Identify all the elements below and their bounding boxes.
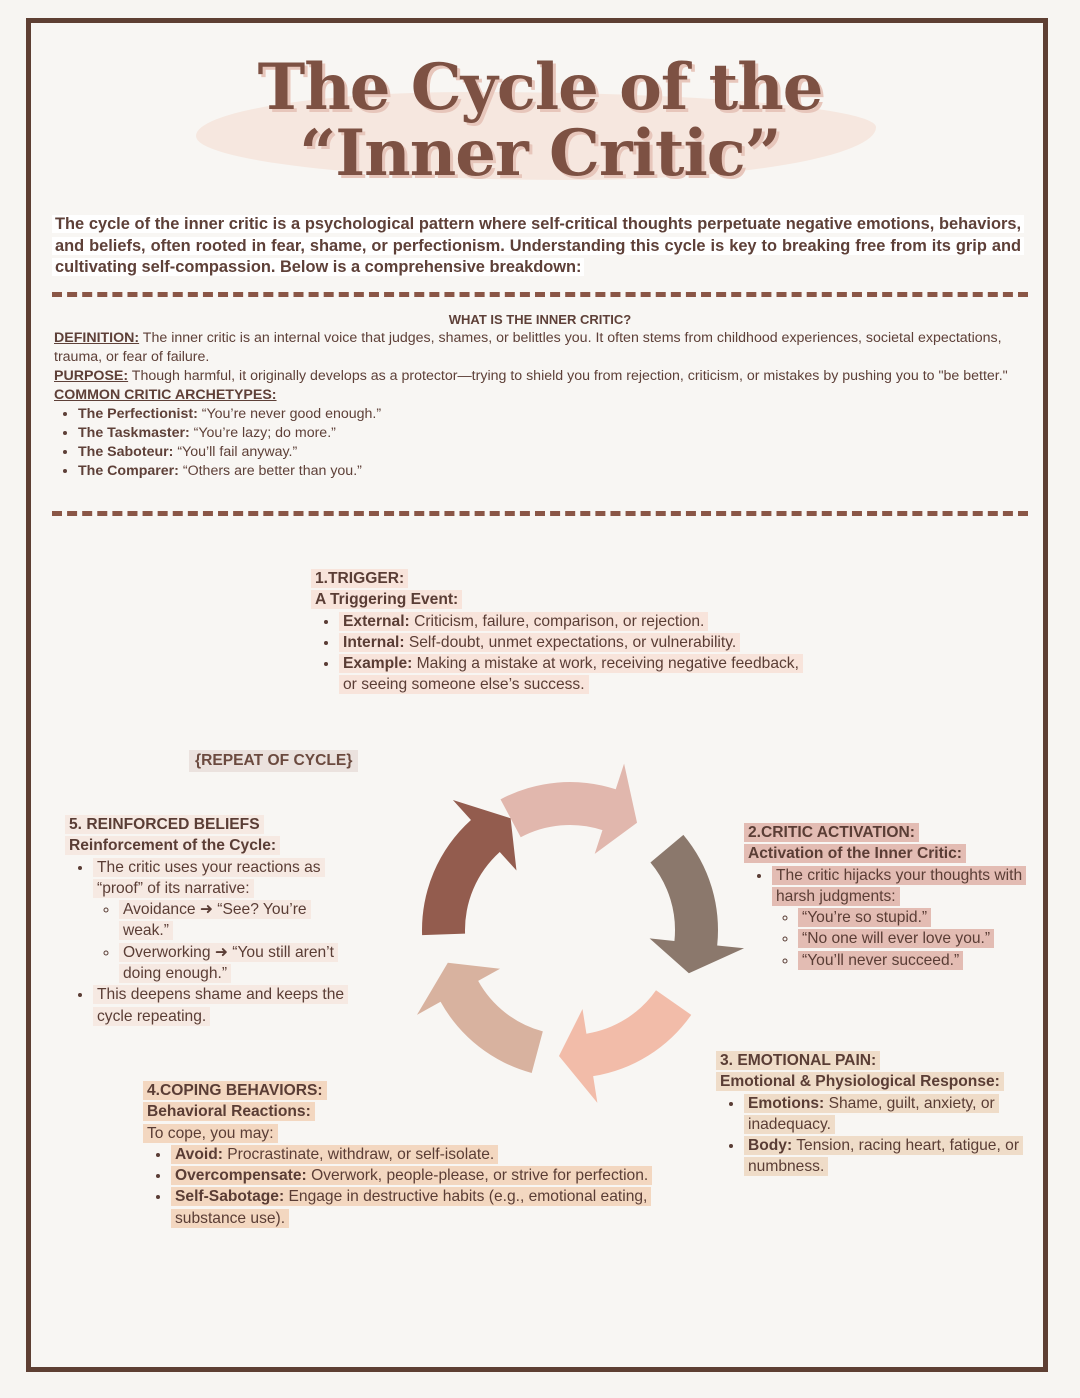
list-item: • Avoid: Procrastinate, withdraw, or self-isolate. <box>171 1144 653 1165</box>
critic-title: 2.CRITIC ACTIVATION: <box>744 822 1044 843</box>
list-item: • Emotions: Shame, guilt, anxiety, or inadequacy. <box>744 1093 1036 1136</box>
coping-list <box>143 1144 653 1229</box>
title-line-1: The Cycle of the <box>257 50 823 125</box>
arrow-coping-to-beliefs <box>417 963 543 1073</box>
list-item: ◦ Overworking ➜ “You still aren’t doing enough.” <box>119 942 355 985</box>
archetype-quote: “You’re never good enough.” <box>197 406 382 422</box>
critic-subtitle: Activation of the Inner Critic: <box>744 843 1044 864</box>
list-item: • Self-Sabotage: Engage in destructive habits (e.g., emotional eating, substance use). <box>171 1186 653 1229</box>
list-item: • External: Criticism, failure, comparison, or rejection. <box>339 611 811 632</box>
reinforced-beliefs-box <box>65 814 355 1027</box>
emotional-title: 3. EMOTIONAL PAIN: <box>716 1050 1036 1071</box>
list-item: ◦ “No one will ever love you.” <box>798 928 1044 949</box>
arrow-trigger-to-critic <box>501 764 638 854</box>
intro-paragraph <box>52 214 1024 279</box>
critic-activation-box <box>744 822 1044 971</box>
definition-text: The inner critic is an internal voice that judges, shames, or belittles you. It often stems from childhood experiences, societal expectations, trauma, or fear of failure. <box>54 330 1002 365</box>
reinforced-sublist <box>93 899 355 984</box>
archetype-quote: “Others are better than you.” <box>178 463 362 479</box>
list-item: • The critic hijacks your thoughts with harsh judgments: ◦ “You’re so stupid.” ◦ “No one will ever love you.” ◦ “You’ll never succeed.” <box>772 865 1044 971</box>
arrow-emotion-to-coping <box>559 990 691 1103</box>
list-item: ◦ “You’ll never succeed.” <box>798 950 1044 971</box>
reinforced-list <box>65 857 355 1027</box>
archetype-name: The Taskmaster: <box>78 425 190 441</box>
list-item <box>78 405 1026 424</box>
list-item: ◦ “You’re so stupid.” <box>798 907 1044 928</box>
list-item: • Body: Tension, racing heart, fatigue, or numbness. <box>744 1135 1036 1178</box>
archetype-name: The Saboteur: <box>78 444 174 460</box>
trigger-list <box>311 611 811 696</box>
critic-list <box>744 865 1044 971</box>
arrow-beliefs-to-trigger <box>422 800 516 935</box>
cycle-arrows-diagram <box>360 740 780 1120</box>
archetype-name: The Comparer: <box>78 463 179 479</box>
list-item <box>78 443 1026 462</box>
archetypes-list <box>54 405 1026 481</box>
intro-text: The cycle of the inner critic is a psychological pattern where self-critical thoughts perpetuate negative emotions, behaviors, and beliefs, often rooted in fear, shame, or perfectionism. Understanding this cycle is key to breaking free from its grip and cultivating self-compassion. Below is a comprehensive breakdown: <box>52 215 1024 276</box>
archetypes-label: COMMON CRITIC ARCHETYPES: <box>54 387 277 403</box>
emotional-subtitle: Emotional & Physiological Response: <box>716 1071 1036 1092</box>
list-item: • The critic uses your reactions as “proof” of its narrative: ◦ Avoidance ➜ “See? You’re weak.” ◦ Overworking ➜ “You still aren’t doing enough.” <box>93 857 355 985</box>
list-item <box>78 424 1026 443</box>
list-item: ◦ Avoidance ➜ “See? You’re weak.” <box>119 899 355 942</box>
dashed-divider-bottom <box>52 511 1028 516</box>
purpose-text: Though harmful, it originally develops as a protector—trying to shield you from rejection, criticism, or mistakes by pushing you to "be better." <box>128 368 1008 384</box>
list-item: • Example: Making a mistake at work, receiving negative feedback, or seeing someone else’s success. <box>339 653 811 696</box>
coping-lead: To cope, you may: <box>143 1123 653 1144</box>
purpose-paragraph <box>54 367 1026 386</box>
list-item: • This deepens shame and keeps the cycle repeating. <box>93 984 355 1027</box>
title-line-2: “Inner Critic” <box>299 116 781 191</box>
dashed-divider-top <box>52 292 1028 297</box>
critic-quotes-list <box>772 907 1044 971</box>
trigger-subtitle: A Triggering Event: <box>311 589 811 610</box>
what-heading: WHAT IS THE INNER CRITIC? <box>448 312 632 327</box>
repeat-of-cycle-label: {REPEAT OF CYCLE} <box>189 750 358 772</box>
definition-paragraph <box>54 329 1026 367</box>
purpose-label: PURPOSE: <box>54 368 129 384</box>
coping-subtitle: Behavioral Reactions: <box>143 1101 653 1122</box>
list-item: • Overcompensate: Overwork, people-please, or strive for perfection. <box>171 1165 653 1186</box>
trigger-title: 1.TRIGGER: <box>311 568 811 589</box>
arrow-critic-to-emotion <box>650 835 744 973</box>
what-is-section <box>54 310 1026 481</box>
archetype-quote: “You’ll fail anyway.” <box>173 444 298 460</box>
list-item <box>78 462 1026 481</box>
trigger-box <box>311 568 811 696</box>
reinforced-subtitle: Reinforcement of the Cycle: <box>65 835 355 856</box>
archetype-name: The Perfectionist: <box>78 406 198 422</box>
coping-title: 4.COPING BEHAVIORS: <box>143 1080 653 1101</box>
list-item: • Internal: Self-doubt, unmet expectations, or vulnerability. <box>339 632 811 653</box>
archetype-quote: “You’re lazy; do more.” <box>189 425 336 441</box>
definition-label: DEFINITION: <box>54 330 140 346</box>
reinforced-title: 5. REINFORCED BELIEFS <box>65 814 355 835</box>
